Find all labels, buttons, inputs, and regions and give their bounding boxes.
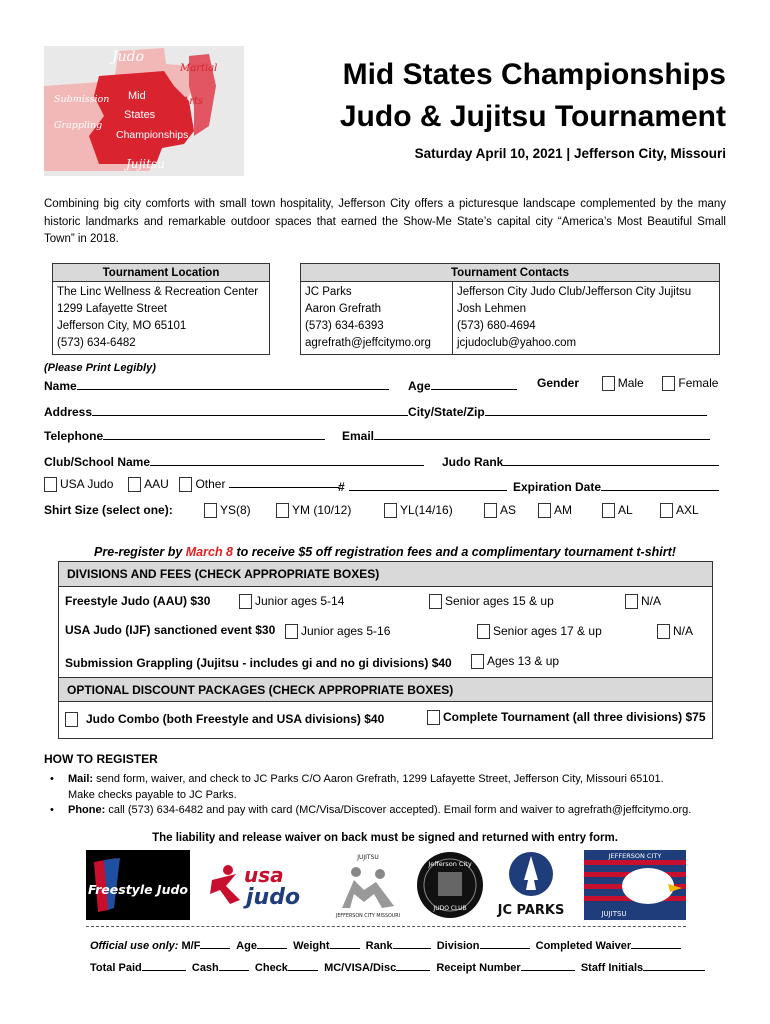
logo-word: States	[124, 109, 156, 121]
usa-judo-label: USA Judo	[60, 477, 114, 491]
shirt-size-am	[538, 503, 572, 518]
official-field: Weight	[293, 940, 330, 952]
official-field: Total Paid	[90, 962, 142, 974]
location-line: Jefferson City, MO 65101	[57, 320, 187, 332]
mail-text-2: Make checks payable to JC Parks.	[68, 788, 237, 801]
optional-heading: OPTIONAL DISCOUNT PACKAGES (CHECK APPROPRIATE BOXES)	[59, 677, 712, 702]
location-heading: Tournament Location	[53, 264, 270, 282]
option-label: N/A	[673, 624, 694, 638]
official-field: MC/VISA/Disc	[324, 962, 397, 974]
contacts-col-1	[301, 282, 453, 355]
shirt-size-label: AL	[618, 503, 633, 517]
shirt-size-ym	[276, 503, 351, 518]
print-note: (Please Print Legibly)	[44, 362, 156, 374]
official-label: Official use only:	[90, 940, 179, 952]
contact-email[interactable]: agrefrath@jeffcitymo.org	[305, 337, 431, 349]
other-checkbox[interactable]	[179, 477, 192, 492]
option-label: Senior ages 17 & up	[493, 624, 602, 638]
telephone-field[interactable]	[103, 428, 325, 440]
official-field: Receipt Number	[436, 962, 521, 974]
shirt-checkbox[interactable]	[484, 503, 497, 518]
email-row	[342, 428, 710, 443]
contact-line: (573) 634-6393	[305, 320, 384, 332]
expiration-label: Expiration Date	[513, 480, 602, 494]
logo-word: Judo	[112, 49, 145, 65]
email-label: Email	[342, 429, 375, 443]
official-row-1	[90, 937, 681, 952]
option-label: Junior ages 5-16	[301, 624, 391, 638]
club-row	[44, 454, 424, 469]
eagle-bottom-text: JUJITSU	[601, 910, 627, 918]
shirt-label: Shirt Size (select one):	[44, 503, 173, 517]
option-label: Ages 13 & up	[487, 654, 560, 668]
howto-mail	[44, 772, 744, 803]
official-blank[interactable]	[521, 959, 575, 971]
membership-row	[44, 476, 339, 492]
club-top-text: Jefferson City	[428, 860, 472, 868]
shirt-checkbox[interactable]	[204, 503, 217, 518]
logo-word: Championships	[116, 129, 189, 141]
phone-text: call (573) 634-6482 and pay with card (MC/Visa/Discover accepted). Email form and waiver to agrefrath@jeffcitymo.org.	[105, 804, 692, 816]
mail-text: send form, waiver, and check to JC Parks C/O Aaron Grefrath, 1299 Lafayette Street, Jefferson City, Missouri 65101.	[93, 773, 664, 785]
official-blank[interactable]	[396, 959, 430, 971]
official-field: Staff Initials	[580, 962, 644, 974]
official-blank[interactable]	[480, 937, 530, 949]
age-row	[408, 378, 517, 393]
division-checkbox[interactable]	[239, 594, 252, 609]
shirt-checkbox[interactable]	[276, 503, 289, 518]
expiration-field[interactable]	[601, 479, 719, 491]
shirt-checkbox[interactable]	[602, 503, 615, 518]
freestyle-junior	[239, 594, 344, 609]
official-field: Age	[236, 940, 257, 952]
judo-combo	[65, 712, 384, 727]
city-field[interactable]	[485, 404, 707, 416]
package-checkbox[interactable]	[427, 710, 440, 725]
official-blank[interactable]	[288, 959, 318, 971]
other-label: Other	[195, 477, 226, 491]
official-field: Check	[254, 962, 288, 974]
option-label: Junior ages 5-14	[255, 594, 345, 608]
club-bottom-text: JUDO CLUB	[433, 905, 467, 912]
shirt-checkbox[interactable]	[538, 503, 551, 518]
official-field: Completed Waiver	[535, 940, 632, 952]
division-checkbox[interactable]	[429, 594, 442, 609]
division-checkbox[interactable]	[477, 624, 490, 639]
rank-label: Judo Rank	[442, 455, 504, 469]
rank-field[interactable]	[503, 454, 719, 466]
address-label: Address	[44, 405, 93, 419]
shirt-size-label: YS(8)	[220, 503, 251, 517]
intro-paragraph: Combining big city comforts with small town hospitality, Jefferson City offers a picturesque landscape complemented by the many historic landmarks and remarkable outdoor spaces that earned the Show-Me State’s capital city “America’s Most Beautiful Small Town” in 2018.	[44, 198, 726, 245]
male-checkbox[interactable]	[602, 376, 615, 391]
gender-row	[537, 376, 718, 391]
shirt-size-as	[484, 503, 516, 518]
usa-judo-logo	[206, 850, 312, 920]
contacts-col-2	[453, 282, 720, 355]
tournament-logo	[44, 46, 244, 176]
club-field[interactable]	[150, 454, 424, 466]
usa-judo-checkbox[interactable]	[44, 477, 57, 492]
option-label: Senior ages 15 & up	[445, 594, 554, 608]
freestyle-judo-logo	[86, 850, 190, 920]
female-checkbox[interactable]	[662, 376, 675, 391]
logo-word: Mid	[128, 90, 146, 102]
official-field: Rank	[365, 940, 393, 952]
usa-junior	[285, 624, 390, 639]
preregister-promo	[44, 545, 726, 559]
official-blank[interactable]	[142, 959, 186, 971]
shirt-size-ys	[204, 503, 251, 518]
promo-after: to receive $5 off registration fees and a complimentary tournament t-shirt!	[233, 545, 676, 559]
logo-word: Grappling	[54, 120, 103, 131]
waiver-note: The liability and release waiver on back must be signed and returned with entry form.	[152, 832, 618, 844]
contact-line: Aaron Grefrath	[305, 303, 382, 315]
other-field[interactable]	[229, 476, 339, 488]
official-field: Cash	[191, 962, 219, 974]
eagle-top-text: JEFFERSON CITY	[608, 852, 662, 860]
name-row	[44, 378, 389, 393]
logo-word: Submission	[54, 94, 110, 105]
howto-phone	[44, 803, 744, 819]
contacts-heading: Tournament Contacts	[301, 264, 720, 282]
complete-tournament	[427, 710, 706, 725]
freestyle-senior	[429, 594, 554, 609]
shirt-size-label: AXL	[676, 503, 699, 517]
shirt-size-label: AM	[554, 503, 572, 517]
judo-text: judo	[246, 885, 301, 910]
official-blank[interactable]	[643, 959, 705, 971]
age-label: Age	[408, 379, 431, 393]
address-row	[44, 404, 707, 419]
package-label: Judo Combo (both Freestyle and USA divisions) $40	[86, 712, 385, 726]
official-blank[interactable]	[219, 959, 249, 971]
contact-line: JC Parks	[305, 286, 352, 298]
location-cell	[53, 282, 270, 355]
age-field[interactable]	[431, 378, 517, 390]
logo-word: Jujitsu	[126, 157, 165, 171]
division-checkbox[interactable]	[625, 594, 638, 609]
contact-line: Jefferson City Judo Club/Jefferson City Jujitsu	[457, 286, 692, 298]
location-line: The Linc Wellness & Recreation Center	[57, 286, 259, 298]
address-field[interactable]	[92, 404, 408, 416]
package-checkbox[interactable]	[65, 712, 78, 727]
title-line-1: Mid States Championships	[342, 58, 726, 91]
freestyle-na	[625, 594, 661, 609]
location-line: (573) 634-6482	[57, 337, 136, 349]
name-label: Name	[44, 379, 77, 393]
shirt-size-al	[602, 503, 633, 518]
female-label: Female	[678, 376, 719, 390]
contact-line: Josh Lehmen	[457, 303, 527, 315]
shirt-size-label: YM (10/12)	[292, 503, 352, 517]
male-label: Male	[617, 376, 644, 390]
grappling-option	[471, 654, 559, 669]
telephone-label: Telephone	[44, 429, 104, 443]
promo-before: Pre-register by	[94, 545, 186, 559]
aau-checkbox[interactable]	[128, 477, 141, 492]
official-blank[interactable]	[200, 937, 230, 949]
freestyle-label: Freestyle Judo (AAU) $30	[65, 594, 211, 608]
divisions-box	[58, 561, 713, 739]
shirt-size-label: AS	[500, 503, 517, 517]
event-dateline: Saturday April 10, 2021 | Jefferson City, Missouri	[414, 146, 726, 161]
logo-word: Martial	[180, 63, 218, 74]
official-field: Division	[436, 940, 480, 952]
usa-senior	[477, 624, 602, 639]
shirt-size-yl	[384, 503, 453, 518]
logo-word: Arts	[182, 96, 204, 107]
jc-parks-logo	[494, 850, 568, 920]
telephone-row	[44, 428, 325, 443]
rank-row	[442, 454, 719, 469]
location-line: 1299 Lafayette Street	[57, 303, 167, 315]
jujitsu-top-text: JUJITSU	[357, 854, 379, 861]
how-to-register	[44, 752, 744, 819]
shirt-size-label: YL(14/16)	[400, 503, 453, 517]
jc-judo-club-logo	[414, 850, 486, 920]
missouri-map-logo	[44, 46, 244, 176]
shirt-checkbox[interactable]	[384, 503, 397, 518]
cut-line	[86, 926, 686, 927]
official-row-2	[90, 959, 705, 974]
page-title	[270, 54, 726, 138]
official-blank[interactable]	[393, 937, 431, 949]
usa-judo-event-label: USA Judo (IJF) sanctioned event $30	[65, 623, 276, 637]
division-checkbox[interactable]	[657, 624, 670, 639]
name-field[interactable]	[77, 378, 389, 390]
jcparks-text: JC PARKS	[497, 903, 565, 918]
official-blank[interactable]	[631, 937, 681, 949]
divisions-heading: DIVISIONS AND FEES (CHECK APPROPRIATE BOXES)	[59, 562, 712, 587]
package-label: Complete Tournament (all three divisions) $75	[443, 710, 706, 724]
promo-date: March 8	[185, 545, 234, 559]
city-label: City/State/Zip	[408, 405, 485, 419]
option-label: N/A	[641, 594, 662, 608]
division-checkbox[interactable]	[471, 654, 484, 669]
grappling-label: Submission Grappling (Jujitsu - includes gi and no gi divisions) $40	[65, 656, 452, 670]
club-label: Club/School Name	[44, 455, 151, 469]
shirt-checkbox[interactable]	[660, 503, 673, 518]
howto-heading: HOW TO REGISTER	[44, 752, 158, 766]
usa-na	[657, 624, 693, 639]
email-field[interactable]	[374, 428, 710, 440]
contact-line: (573) 680-4694	[457, 320, 536, 332]
jujitsu-logo	[330, 850, 406, 920]
jujitsu-bottom-text: JEFFERSON CITY MISSOURI	[335, 914, 401, 919]
location-table	[52, 263, 270, 355]
eagle-jujitsu-logo	[584, 850, 686, 920]
title-line-2: Judo & Jujitsu Tournament	[339, 100, 726, 133]
official-blank[interactable]	[257, 937, 287, 949]
howto-list	[44, 772, 744, 819]
division-checkbox[interactable]	[285, 624, 298, 639]
shirt-size-axl	[660, 503, 699, 518]
official-blank[interactable]	[330, 937, 360, 949]
contact-email[interactable]: jcjudoclub@yahoo.com	[457, 337, 577, 349]
freestyle-logo-text: Freestyle Judo	[87, 882, 189, 897]
official-field: M/F	[181, 940, 201, 952]
phone-label: Phone:	[68, 804, 106, 816]
expiration-row	[513, 479, 719, 494]
member-number-label: #	[338, 480, 345, 494]
contacts-table	[300, 263, 720, 355]
usa-text: usa	[244, 863, 284, 887]
mail-label: Mail:	[68, 773, 94, 785]
member-number-row	[338, 479, 507, 494]
member-number-field[interactable]	[349, 479, 507, 491]
aau-label: AAU	[144, 477, 169, 491]
gender-label: Gender	[537, 376, 580, 390]
